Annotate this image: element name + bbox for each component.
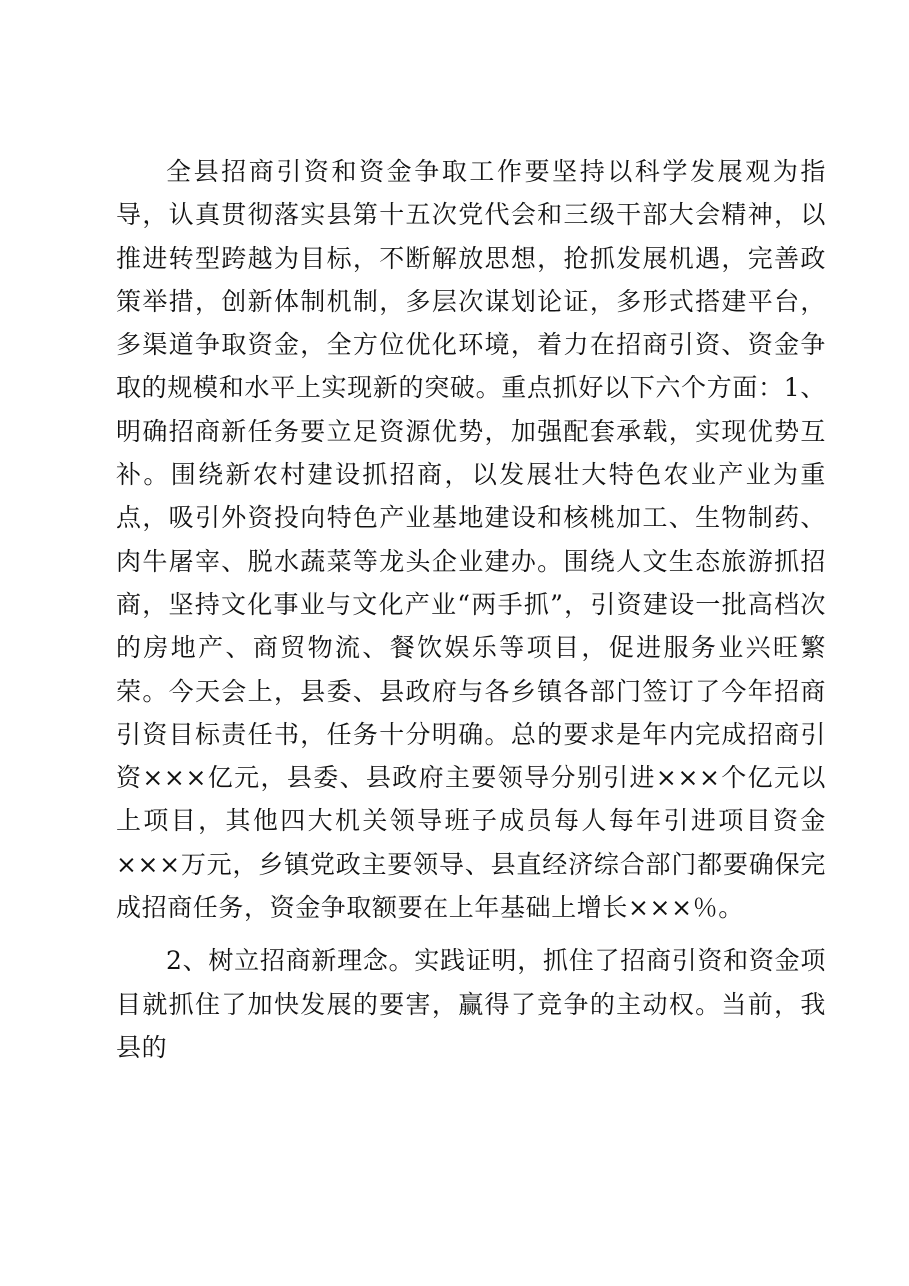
paragraph-2: 2、树立招商新理念。实践证明，抓住了招商引资和资金项目就抓住了加快发展的要害，赢得了竞争的主动权。当前，我县的 (116, 946, 826, 1062)
paragraph-1: 全县招商引资和资金争取工作要坚持以科学发展观为指导，认真贯彻落实县第十五次党代会和三级干部大会精神，以推进转型跨越为目标，不断解放思想，抢抓发展机遇，完善政策举措，创新体制机制，多层次谋划论证，多形式搭建平台，多渠道争取资金，全方位优化环境，着力在招商引资、资金争取的规模和水平上实现新的突破。重点抓好以下六个方面：1、明确招商新任务要立足资源优势，加强配套承载，实现优势互补。围绕新农村建设抓招商，以发展壮大特色农业产业为重点，吸引外资投向特色产业基地建设和核桃加工、生物制药、肉牛屠宰、脱水蔬菜等龙头企业建办。围绕人文生态旅游抓招商，坚持文化事业与文化产业“两手抓”，引资建设一批高档次的房地产、商贸物流、餐饮娱乐等项目，促进服务业兴旺繁荣。今天会上，县委、县政府与各乡镇各部门签订了今年招商引资目标责任书，任务十分明确。总的要求是年内完成招商引资×××亿元，县委、县政府主要领导分别引进×××个亿元以上项目，其他四大机关领导班子成员每人每年引进项目资金×××万元，乡镇党政主要领导、县直经济综合部门都要确保完成招商任务，资金争取额要在上年基础上增长×××％。 (116, 157, 826, 923)
document-body (116, 150, 826, 1069)
